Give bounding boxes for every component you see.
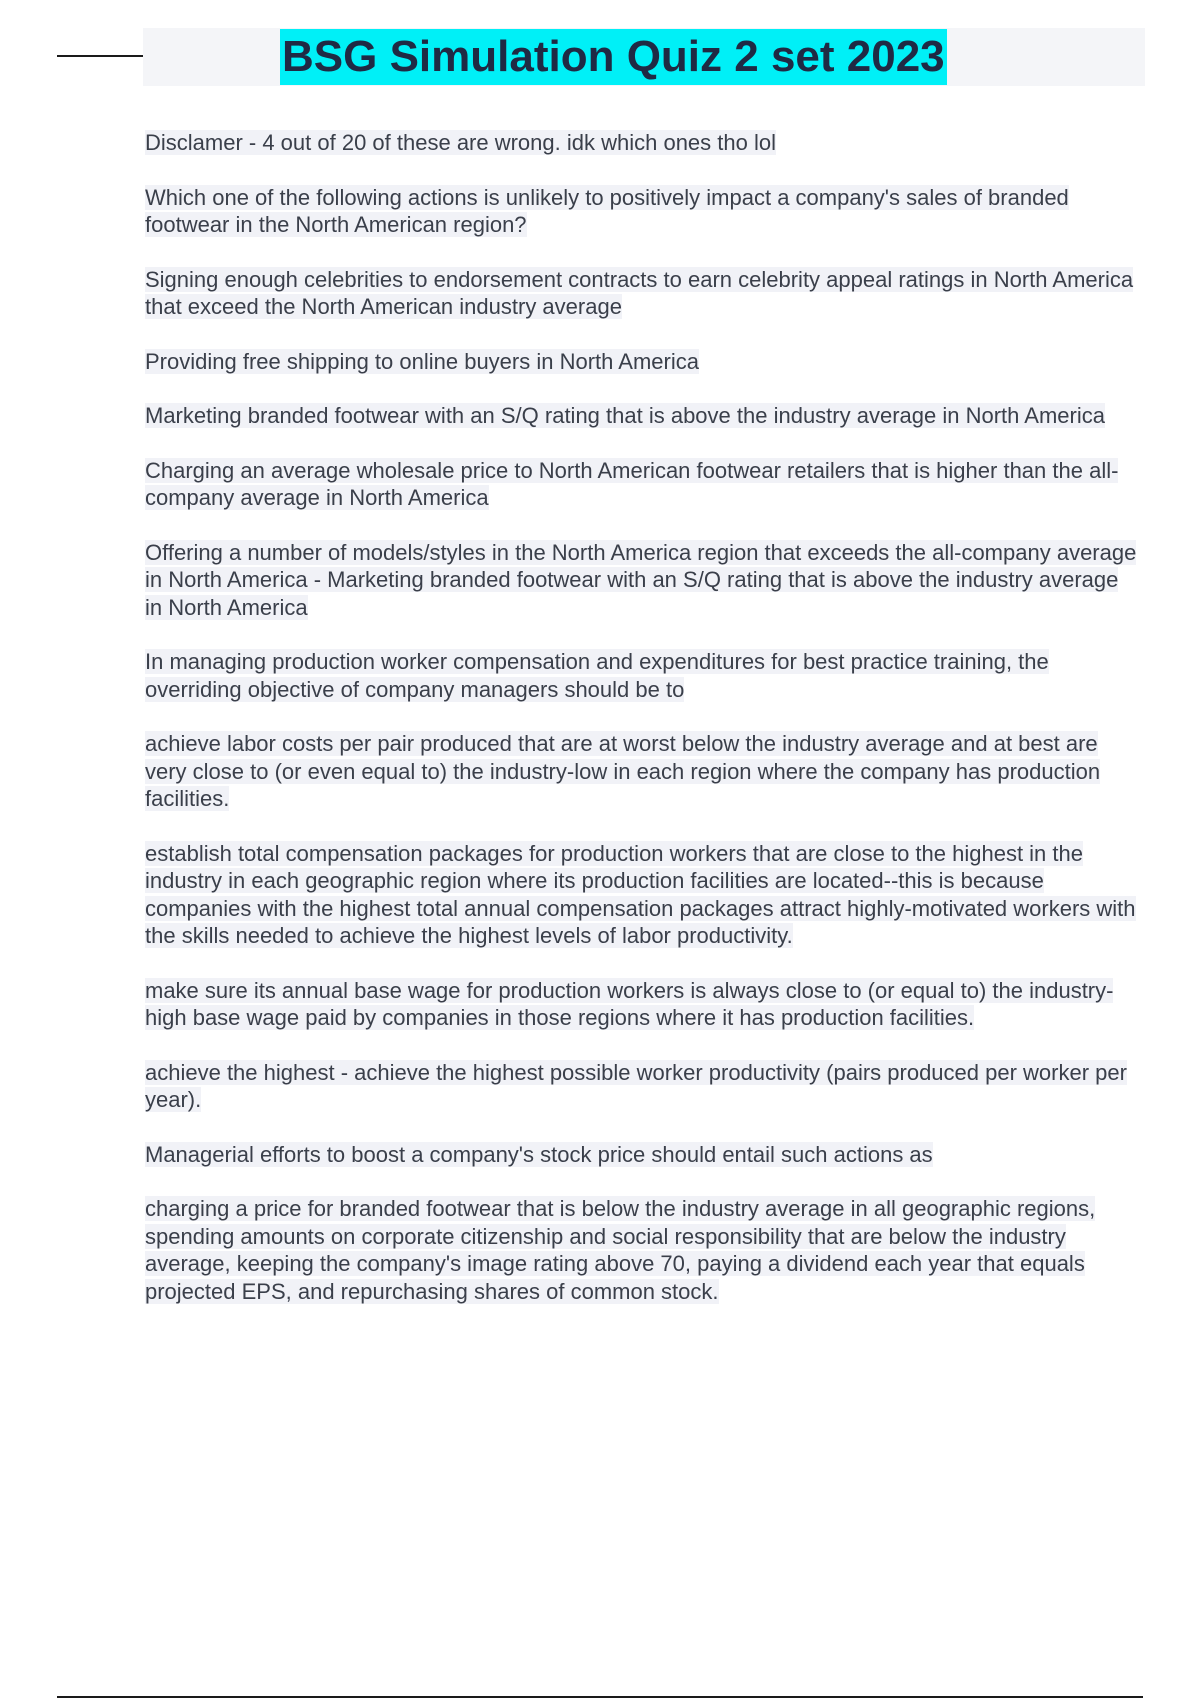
answer-option-paragraph: Providing free shipping to online buyers in North America: [145, 348, 699, 374]
answer-option-paragraph: Signing enough celebrities to endorsement contracts to earn celebrity appeal ratings in North America that exceed the North American industry average: [145, 266, 1134, 319]
footer-rule: [57, 1696, 1143, 1698]
document-body: [145, 129, 1145, 1332]
answer-option-paragraph: make sure its annual base wage for production workers is always close to (or equal to) the industry-high base wage paid by companies in those regions where it has production facilities.: [145, 977, 1114, 1030]
header-rule: [57, 55, 143, 57]
answer-option-paragraph: achieve the highest - achieve the highest possible worker productivity (pairs produced per worker per year).: [145, 1059, 1127, 1112]
disclaimer-paragraph: Disclamer - 4 out of 20 of these are wrong. idk which ones tho lol: [145, 130, 776, 155]
answer-option-paragraph: Marketing branded footwear with an S/Q rating that is above the industry average in North America: [145, 403, 1105, 428]
answer-option-paragraph: Charging an average wholesale price to North American footwear retailers that is higher than the all-company average in North America: [145, 457, 1119, 510]
question-paragraph: Managerial efforts to boost a company's stock price should entail such actions as: [145, 1141, 933, 1167]
answer-option-paragraph: establish total compensation packages for production workers that are close to the highest in the industry in each geographic region where its production facilities are located--this is because companies with the highest total annual compensation packages attract highly-motivated workers with the skills needed to achieve the highest levels of labor productivity.: [145, 840, 1136, 948]
answer-option-paragraph: charging a price for branded footwear that is below the industry average in all geographic regions, spending amounts on corporate citizenship and social responsibility that are below the industry average, keeping the company's image rating above 70, paying a dividend each year that equals projected EPS, and repurchasing shares of common stock.: [145, 1196, 1096, 1304]
question-paragraph: Which one of the following actions is unlikely to positively impact a company's sales of branded footwear in the North American region?: [145, 184, 1069, 237]
answer-option-paragraph: Offering a number of models/styles in the North America region that exceeds the all-company average in North America - Marketing branded footwear with an S/Q rating that is above the industry average in North America: [145, 539, 1137, 620]
answer-option-paragraph: achieve labor costs per pair produced that are at worst below the industry average and at best are very close to (or even equal to) the industry-low in each region where the company has production facilities.: [145, 731, 1101, 811]
document-title: BSG Simulation Quiz 2 set 2023: [280, 29, 947, 85]
question-paragraph: In managing production worker compensation and expenditures for best practice training, the overriding objective of company managers should be to: [145, 649, 1049, 702]
